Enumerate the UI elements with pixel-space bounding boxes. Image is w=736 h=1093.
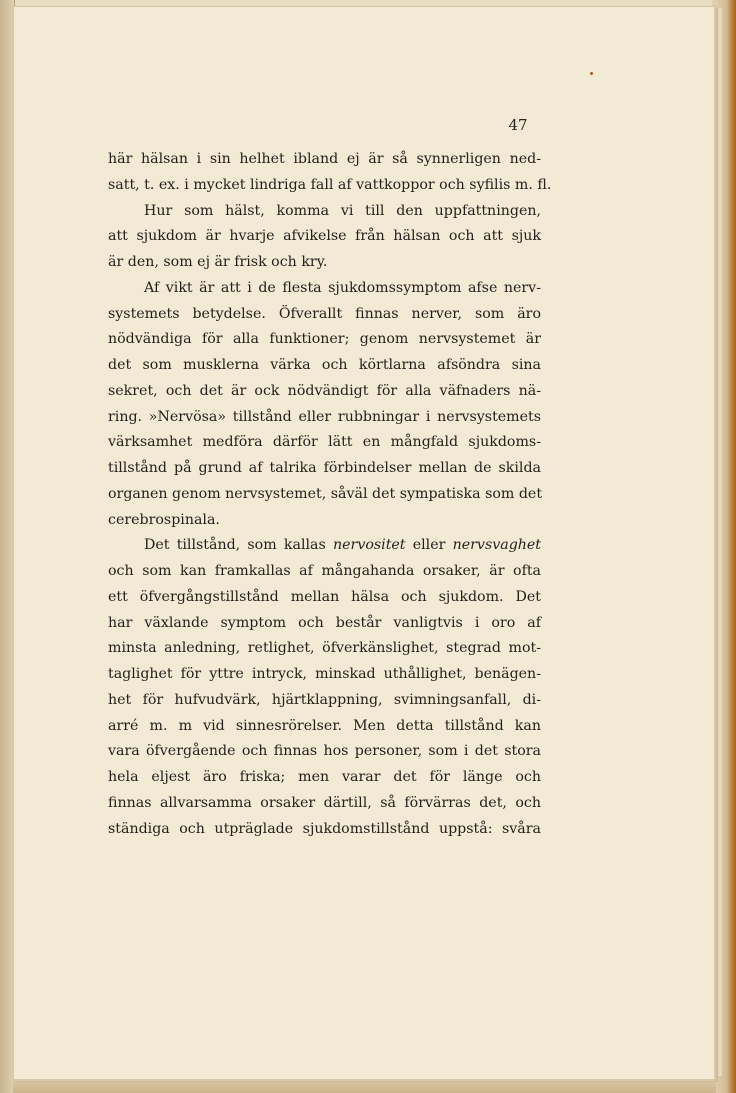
page-number: 47	[508, 116, 528, 134]
text-line: vara öfvergående och finnas hos personer, som i det stora	[108, 743, 541, 760]
text-line: arré m. m vid sinnesrörelser. Men detta tillstånd kan	[108, 717, 541, 734]
text-line: cerebrospinala.	[108, 511, 220, 528]
text-line: nödvändiga för alla funktioner; genom nervsystemet är	[108, 331, 541, 348]
text-line: hela eljest äro friska; men varar det för länge och	[108, 769, 541, 785]
text-line: har växlande symptom och består vanligtvis i oro af	[108, 614, 541, 631]
body-text	[108, 147, 552, 842]
text-line: systemets betydelse. Öfverallt finnas nerver, som äro	[108, 305, 541, 322]
italic-term: nervositet	[333, 537, 406, 554]
text-line: het för hufvudvärk, hjärtklappning, svimningsanfall, di-	[108, 691, 541, 708]
text-line: Af vikt är att i de flesta sjukdomssymptom afse nerv-	[144, 279, 541, 296]
text-line: taglighet för yttre intryck, minskad uthållighet, benägen-	[108, 666, 541, 682]
text-line: ständiga och utpräglade sjukdomstillstånd uppstå: svåra	[108, 820, 541, 837]
text-line: organen genom nervsystemet, såväl det sympatiska som det	[108, 485, 543, 502]
text-line: det som musklerna värka och körtlarna afsöndra sina	[108, 357, 541, 373]
text-line: och som kan framkallas af mångahanda orsaker, är ofta	[108, 563, 541, 579]
text-line: här hälsan i sin helhet ibland ej är så synnerligen ned-	[108, 151, 541, 167]
text-line: minsta anledning, retlighet, öfverkänslighet, stegrad mot-	[108, 640, 541, 657]
text-line: värksamhet medföra därför lätt en mångfald sjukdoms-	[108, 434, 541, 451]
italic-term: nervsvaghet	[452, 537, 542, 554]
text-line: att sjukdom är hvarje afvikelse från hälsan och att sjuk	[108, 228, 541, 245]
text-line: finnas allvarsamma orsaker därtill, så förvärras det, och	[108, 794, 541, 811]
page-bottom-edge	[13, 1079, 716, 1093]
text-line	[108, 533, 541, 559]
text-span: eller	[405, 537, 453, 554]
text-line: ring. »Nervösa» tillstånd eller rubbningar i nervsystemets	[108, 408, 541, 425]
text-line: tillstånd på grund af talrika förbindelser mellan de skilda	[108, 460, 541, 476]
text-line: sekret, och det är ock nödvändigt för alla väfnaders nä-	[108, 382, 541, 399]
text-span: Det tillstånd, som kallas	[144, 537, 333, 554]
text-line: ett öfvergångstillstånd mellan hälsa och sjukdom. Det	[108, 588, 541, 605]
paper-speck	[590, 72, 593, 75]
text-line: är den, som ej är frisk och kry.	[108, 254, 328, 270]
text-line: satt, t. ex. i mycket lindriga fall af vattkoppor och syfilis m. fl.	[108, 176, 552, 193]
text-line: Hur som hälst, komma vi till den uppfattningen,	[144, 202, 541, 219]
